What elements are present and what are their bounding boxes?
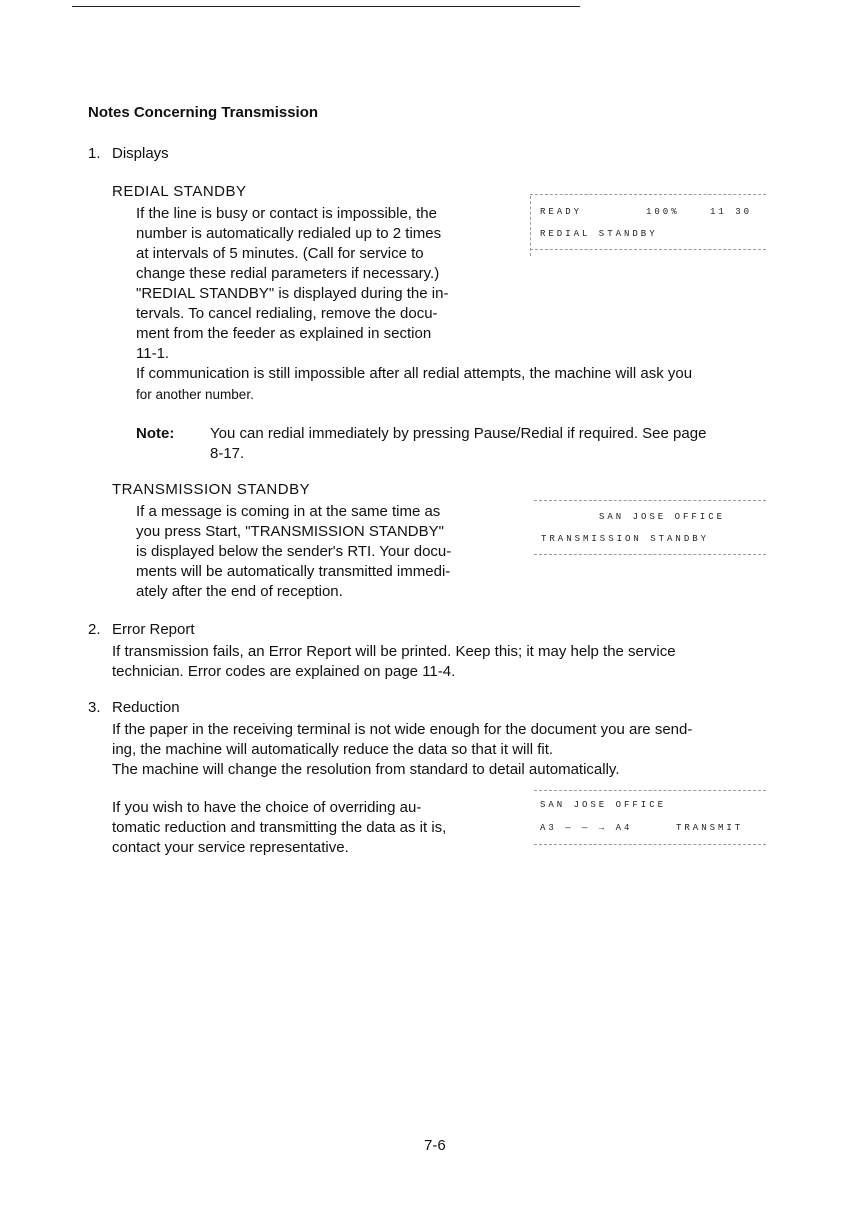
- redial-standby-title: REDIAL STANDBY: [112, 183, 247, 200]
- transmission-standby-title: TRANSMISSION STANDBY: [112, 481, 311, 498]
- error-report-text: [112, 642, 794, 682]
- text-line: If a message is coming in at the same time as: [136, 503, 441, 520]
- text-line: is displayed below the sender's RTI. Your docu-: [136, 543, 452, 560]
- redial-continuation-line2: for another number.: [136, 387, 254, 402]
- text-line: "REDIAL STANDBY" is displayed during the in-: [136, 285, 449, 302]
- note-text: [210, 424, 794, 464]
- lcd-sender-rti: SAN JOSE OFFICE: [599, 512, 726, 522]
- lcd-reduction-size: A3 — — → A4: [540, 823, 633, 833]
- reduction-text: [112, 720, 794, 780]
- text-line: change these redial parameters if necessary.): [136, 265, 440, 282]
- text-line: If the paper in the receiving terminal is not wide enough for the document you are send-: [112, 721, 693, 738]
- lcd-ready: READY: [540, 207, 583, 217]
- text-line: ments will be automatically transmitted immedi-: [136, 563, 451, 580]
- lcd-transmission-standby: TRANSMISSION STANDBY: [541, 534, 710, 544]
- lcd-transmit: TRANSMIT: [676, 823, 744, 833]
- text-line: If you wish to have the choice of overriding au-: [112, 799, 422, 816]
- redial-standby-text: [136, 204, 506, 364]
- text-line: technician. Error codes are explained on page 11-4.: [112, 663, 456, 680]
- text-line: at intervals of 5 minutes. (Call for service to: [136, 245, 424, 262]
- text-line: 11-1.: [136, 345, 170, 362]
- lcd-time: 11 30: [710, 207, 753, 217]
- text-line: ately after the end of reception.: [136, 583, 343, 600]
- text-line: contact your service representative.: [112, 839, 349, 856]
- text-line: The machine will change the resolution from standard to detail automatically.: [112, 761, 620, 778]
- note-label: Note:: [136, 425, 175, 442]
- item-1-title: Displays: [112, 145, 169, 162]
- section-title: Notes Concerning Transmission: [88, 104, 319, 121]
- item-2-number: 2.: [88, 621, 101, 638]
- text-line: ing, the machine will automatically reduce the data so that it will fit.: [112, 741, 554, 758]
- item-1-number: 1.: [88, 145, 101, 162]
- item-2-title: Error Report: [112, 621, 195, 638]
- text-line: If transmission fails, an Error Report will be printed. Keep this; it may help the service: [112, 643, 676, 660]
- text-line: tomatic reduction and transmitting the data as it is,: [112, 819, 447, 836]
- reduction-override-text: [112, 798, 508, 858]
- lcd-percent: 100%: [646, 207, 680, 217]
- text-line: ment from the feeder as explained in section: [136, 325, 432, 342]
- item-3-number: 3.: [88, 699, 101, 716]
- text-line: If the line is busy or contact is impossible, the: [136, 205, 437, 222]
- text-line: 8-17.: [210, 445, 245, 462]
- text-line: number is automatically redialed up to 2 times: [136, 225, 442, 242]
- text-line: You can redial immediately by pressing Pause/Redial if required. See page: [210, 425, 707, 442]
- lcd-office-name: SAN JOSE OFFICE: [540, 800, 667, 810]
- lcd-redial-standby: REDIAL STANDBY: [540, 229, 658, 239]
- top-rule: [72, 6, 580, 7]
- text-line: tervals. To cancel redialing, remove the docu-: [136, 305, 438, 322]
- text-line: you press Start, "TRANSMISSION STANDBY": [136, 523, 444, 540]
- item-3-title: Reduction: [112, 699, 180, 716]
- redial-continuation-line1: If communication is still impossible after all redial attempts, the machine will ask you: [136, 365, 693, 382]
- transmission-standby-text: [136, 502, 506, 602]
- page-number: 7-6: [424, 1137, 446, 1154]
